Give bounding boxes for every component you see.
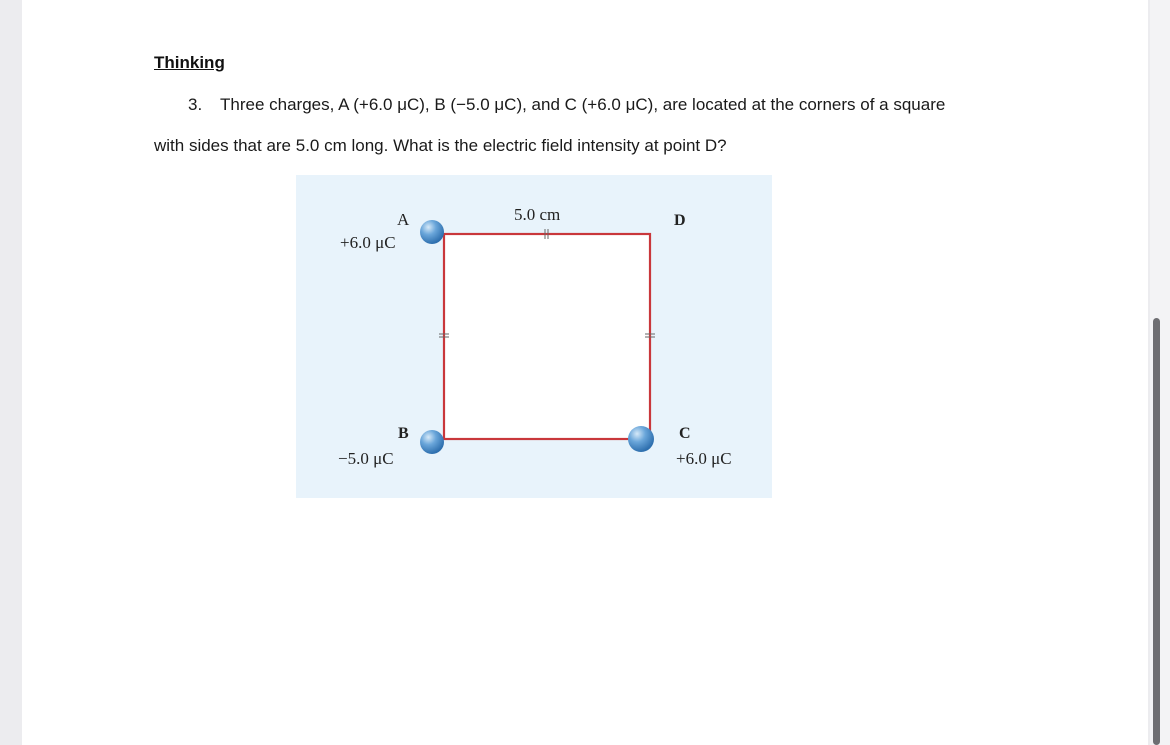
label-a: A [397, 210, 410, 229]
charge-c-sphere [628, 426, 654, 452]
label-b: B [398, 425, 409, 442]
document-page [22, 0, 1148, 745]
label-c: C [679, 425, 691, 442]
charge-a-value: +6.0 μC [340, 233, 396, 252]
charge-b-sphere [420, 430, 444, 454]
question-text-part-1: Three charges, A (+6.0 μC), B (−5.0 μC), and C (+6.0 μC), are located at the corners of a square [220, 95, 946, 114]
section-heading: Thinking [154, 53, 225, 72]
charge-a-sphere [420, 220, 444, 244]
question-text-line-2: with sides that are 5.0 cm long. What is the electric field intensity at point D? [154, 136, 727, 155]
charge-square-figure [296, 175, 772, 498]
question-number: 3. [188, 95, 203, 114]
charge-c-value: +6.0 μC [676, 449, 732, 468]
scrollbar-thumb[interactable] [1153, 318, 1160, 745]
label-d: D [674, 212, 686, 229]
charge-b-value: −5.0 μC [338, 449, 394, 468]
square-outline [444, 234, 650, 439]
side-length-label: 5.0 cm [514, 205, 561, 224]
question-text-line-1 [188, 95, 945, 115]
